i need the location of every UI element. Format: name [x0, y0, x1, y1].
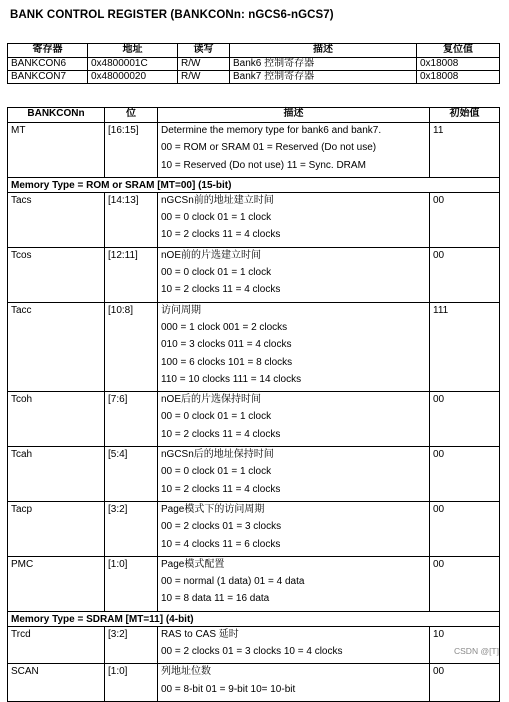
description-line: nGCSn前的地址建立时间: [161, 194, 274, 206]
section-row: [8, 177, 500, 192]
field-description: [158, 302, 430, 391]
field-description: [158, 192, 430, 247]
header-field: BANKCONn: [8, 108, 105, 123]
table-row: [8, 58, 500, 71]
description-line: RAS to CAS 延时: [161, 628, 239, 640]
field-name: PMC: [8, 556, 105, 611]
register-description: Bank6 控制寄存器: [230, 58, 417, 71]
description-line: Page模式下的访问周期: [161, 503, 265, 515]
register-table: [7, 43, 500, 84]
register-address: 0x48000020: [88, 71, 178, 84]
field-initial-value: 00: [430, 556, 500, 611]
field-bits: [16:15]: [105, 123, 158, 178]
field-name: SCAN: [8, 664, 105, 702]
field-description: [158, 247, 430, 302]
field-bits: [3:2]: [105, 626, 158, 664]
description-line: 列地址位数: [161, 666, 211, 678]
table-row: [8, 664, 500, 702]
field-name: Tcah: [8, 447, 105, 502]
description-line: Determine the memory type for bank6 and bank7.: [161, 125, 382, 136]
description-line: 00 = 0 clock 01 = 1 clock: [161, 267, 272, 279]
field-bits: [12:11]: [105, 247, 158, 302]
register-address: 0x4800001C: [88, 58, 178, 71]
field-name: Tacp: [8, 501, 105, 556]
field-initial-value: 00: [430, 664, 500, 702]
table-row: [8, 392, 500, 447]
register-table-header: [8, 44, 500, 58]
header-description: 描述: [158, 108, 430, 123]
register-rw: R/W: [178, 58, 230, 71]
table-row: [8, 626, 500, 664]
register-name: BANKCON6: [8, 58, 88, 71]
header-initial-value: 初始值: [430, 108, 500, 123]
field-initial-value: 10: [430, 626, 500, 664]
description-line: 10 = 2 clocks 11 = 4 clocks: [161, 483, 281, 495]
description-line: nOE前的片选建立时间: [161, 249, 262, 261]
field-name: Tacc: [8, 302, 105, 391]
section-label: Memory Type = SDRAM [MT=11] (4-bit): [8, 611, 500, 626]
description-line: 000 = 1 clock 001 = 2 clocks: [161, 321, 288, 333]
description-line: 00 = 0 clock 01 = 1 clock: [161, 466, 272, 478]
table-row: [8, 447, 500, 502]
table-row: [8, 302, 500, 391]
description-line: 00 = ROM or SRAM 01 = Reserved (Do not use): [161, 142, 377, 154]
field-description: [158, 123, 430, 178]
field-name: MT: [8, 123, 105, 178]
field-initial-value: 11: [430, 123, 500, 178]
section-row: [8, 611, 500, 626]
field-initial-value: 00: [430, 247, 500, 302]
bit-field-table-header: [8, 108, 500, 123]
field-bits: [3:2]: [105, 501, 158, 556]
header-address: 地址: [88, 44, 178, 58]
table-row: [8, 247, 500, 302]
header-rw: 读写: [178, 44, 230, 58]
description-line: nOE后的片选保持时间: [161, 394, 262, 406]
field-initial-value: 00: [430, 192, 500, 247]
field-description: [158, 392, 430, 447]
field-name: Tcoh: [8, 392, 105, 447]
description-line: 00 = 0 clock 01 = 1 clock: [161, 212, 272, 224]
field-description: [158, 501, 430, 556]
header-bits: 位: [105, 108, 158, 123]
table-row: [8, 501, 500, 556]
field-bits: [5:4]: [105, 447, 158, 502]
description-line: 10 = 2 clocks 11 = 4 clocks: [161, 284, 281, 296]
table-row: [8, 192, 500, 247]
header-reset-value: 复位值: [417, 44, 500, 58]
register-description: Bank7 控制寄存器: [230, 71, 417, 84]
description-line: 10 = 4 clocks 11 = 6 clocks: [161, 538, 281, 550]
table-row: [8, 556, 500, 611]
description-line: 010 = 3 clocks 011 = 4 clocks: [161, 339, 292, 351]
field-name: Tacs: [8, 192, 105, 247]
field-initial-value: 00: [430, 447, 500, 502]
description-line: 110 = 10 clocks 111 = 14 clocks: [161, 373, 302, 385]
field-bits: [1:0]: [105, 556, 158, 611]
section-label: Memory Type = ROM or SRAM [MT=00] (15-bit): [8, 177, 500, 192]
field-initial-value: 00: [430, 392, 500, 447]
field-description: [158, 447, 430, 502]
register-name: BANKCON7: [8, 71, 88, 84]
field-description: [158, 664, 430, 702]
page-title: BANK CONTROL REGISTER (BANKCONn: nGCS6-nGCS7): [10, 9, 334, 21]
field-initial-value: 00: [430, 501, 500, 556]
header-register: 寄存器: [8, 44, 88, 58]
description-line: nGCSn后的地址保持时间: [161, 449, 274, 461]
register-reset-value: 0x18008: [417, 71, 500, 84]
description-line: 00 = 2 clocks 01 = 3 clocks: [161, 521, 282, 533]
field-initial-value: 111: [430, 302, 500, 391]
description-line: 10 = Reserved (Do not use) 11 = Sync. DRAM: [161, 159, 366, 171]
register-reset-value: 0x18008: [417, 58, 500, 71]
field-bits: [1:0]: [105, 664, 158, 702]
field-bits: [10:8]: [105, 302, 158, 391]
register-rw: R/W: [178, 71, 230, 84]
field-name: Tcos: [8, 247, 105, 302]
field-bits: [14:13]: [105, 192, 158, 247]
description-line: 00 = 8-bit 01 = 9-bit 10= 10-bit: [161, 683, 296, 695]
field-description: [158, 626, 430, 664]
description-line: 00 = 2 clocks 01 = 3 clocks 10 = 4 clocks: [161, 646, 343, 658]
field-bits: [7:6]: [105, 392, 158, 447]
watermark: CSDN @[T]: [454, 646, 499, 656]
field-name: Trcd: [8, 626, 105, 664]
table-row: [8, 71, 500, 84]
description-line: 10 = 2 clocks 11 = 4 clocks: [161, 428, 281, 440]
header-description: 描述: [230, 44, 417, 58]
description-line: 00 = 0 clock 01 = 1 clock: [161, 411, 272, 423]
table-row: [8, 123, 500, 178]
description-line: 10 = 2 clocks 11 = 4 clocks: [161, 229, 281, 241]
description-line: 00 = normal (1 data) 01 = 4 data: [161, 576, 305, 588]
description-line: 10 = 8 data 11 = 16 data: [161, 593, 270, 605]
description-line: 100 = 6 clocks 101 = 8 clocks: [161, 356, 293, 368]
description-line: 访问周期: [161, 304, 201, 316]
field-description: [158, 556, 430, 611]
bit-field-table: [7, 107, 500, 702]
description-line: Page模式配置: [161, 558, 225, 570]
